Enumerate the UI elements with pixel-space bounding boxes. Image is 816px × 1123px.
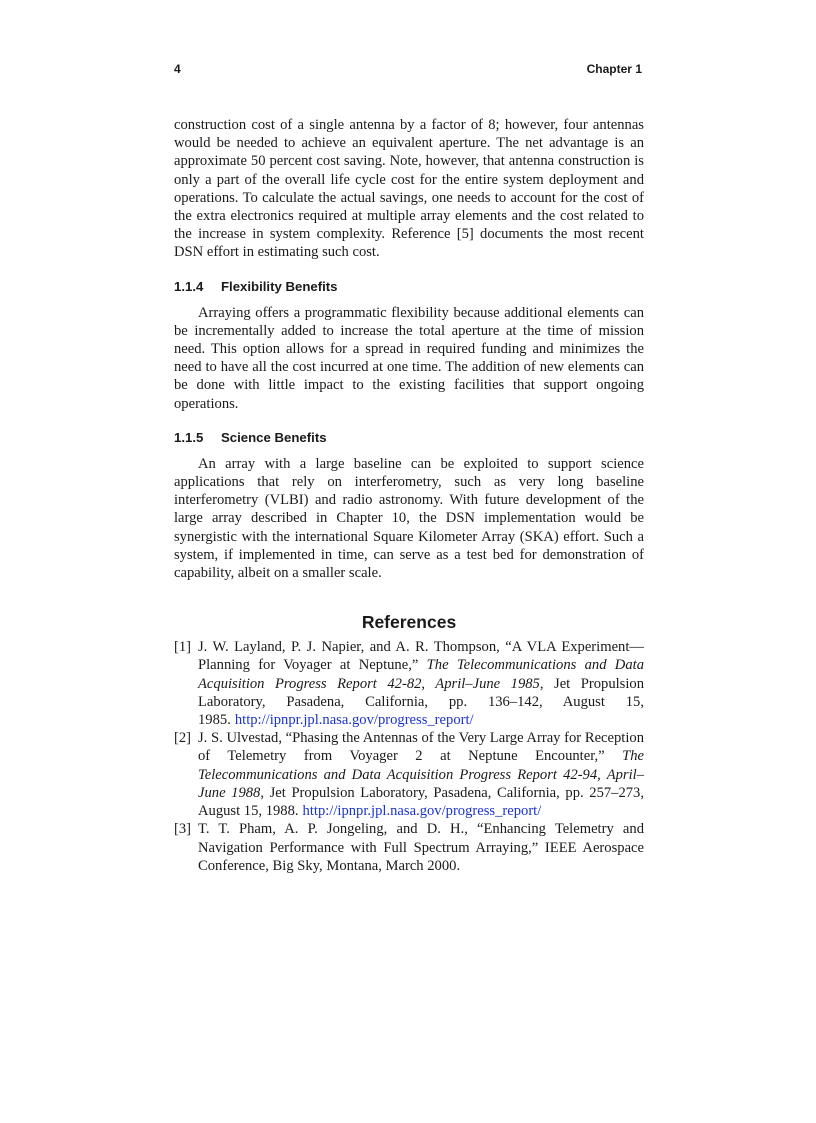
reference-number: [3] <box>174 821 192 838</box>
reference-source: The Telecommunications and Data Acquisition Progress Report 42-82, April–June 1985 <box>198 657 644 692</box>
page-header <box>174 62 642 76</box>
section-number: 1.1.4 <box>174 278 204 294</box>
reference-number: [1] <box>174 639 192 656</box>
reference-source: The Telecommunications and Data Acquisition Progress Report 42-94, April–June 1988 <box>198 748 644 801</box>
section-title: Science Benefits <box>221 429 327 445</box>
flexibility-paragraph: Arraying offers a programmatic flexibility because additional elements can be incrementally added to increase the total aperture at the time of mission need. This option allows for a spread in required funding and minimizes the need to have all the cost incurred at one time. The addition of new elements can be done with little impact to the existing facilities that support ongoing operations. <box>174 304 644 412</box>
reference-details: , Jet Propulsion Laboratory, Pasadena, California, pp. 257–273, August 15, 1988. <box>198 784 644 820</box>
section-number: 1.1.5 <box>174 429 204 445</box>
page-content <box>174 116 644 875</box>
reference-item <box>174 729 644 820</box>
reference-link[interactable]: http://ipnpr.jpl.nasa.gov/progress_report/ <box>302 803 542 820</box>
reference-item <box>174 638 644 729</box>
reference-text: J. W. Layland, P. J. Napier, and A. R. Thompson, “A VLA Experiment—Planning for Voyager at Neptune,” <box>198 639 644 674</box>
references-title: References <box>361 612 457 633</box>
science-paragraph: An array with a large baseline can be exploited to support science applications that rely on interferometry, such as very long baseline interferometry (VLBI) and radio astronomy. With future development of the large array described in Chapter 10, the DSN implementation would be synergistic with the international Square Kilometer Array (SKA) effort. Such a system, if implemented in time, can serve as a test bed for demonstration of capability, albeit on a smaller scale. <box>174 455 644 582</box>
reference-link[interactable]: http://ipnpr.jpl.nasa.gov/progress_report/ <box>234 712 474 729</box>
reference-text: T. T. Pham, A. P. Jongeling, and D. H., “Enhancing Telemetry and Navigation Performance with Full Spectrum Arraying,” IEEE Aerospace Conference, Big Sky, Montana, March 2000. <box>198 821 644 874</box>
section-title: Flexibility Benefits <box>221 278 338 294</box>
section-heading-science <box>174 429 644 447</box>
intro-paragraph: construction cost of a single antenna by a factor of 8; however, four antennas would be needed to achieve an equivalent aperture. The net advantage is an approximate 50 percent cost saving. Note, however, that antenna construction is only a part of the overall life cycle cost for the entire system deployment and operations. To calculate the actual savings, one needs to account for the cost of the extra electronics required at multiple array elements and the cost related to the increase in system complexity. Reference [5] documents the most recent DSN effort in estimating such cost. <box>174 117 644 261</box>
reference-item <box>174 820 644 875</box>
reference-details: , Jet Propulsion Laboratory, Pasadena, California, pp. 136–142, August 15, 1985. <box>198 675 644 729</box>
page-number: 4 <box>174 62 181 76</box>
reference-number: [2] <box>174 730 192 747</box>
chapter-label: Chapter 1 <box>586 62 642 76</box>
reference-text: J. S. Ulvestad, “Phasing the Antennas of the Very Large Array for Reception of Telemetry from Voyager 2 at Neptune Encounter,” <box>198 730 644 765</box>
section-heading-flexibility <box>174 278 644 296</box>
